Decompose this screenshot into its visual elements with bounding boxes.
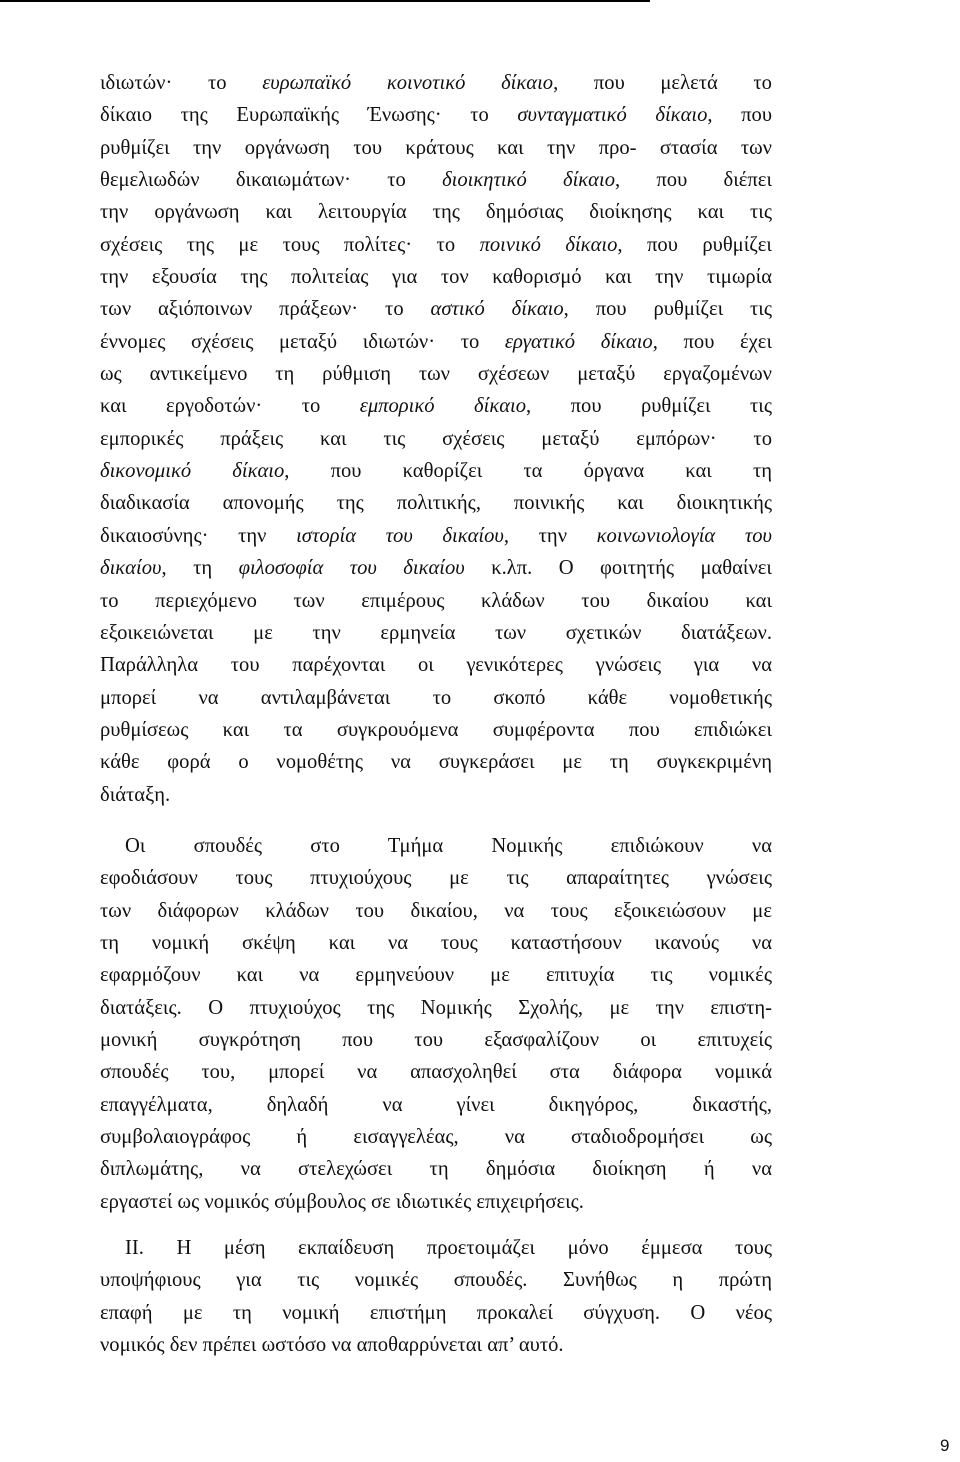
text-run: σχέσεις της με τους πολίτες· το	[100, 233, 480, 256]
text-run: δίκαιο της Ευρωπαϊκής Ένωσης· το	[100, 104, 518, 127]
text-run: και εργοδοτών· το	[100, 395, 360, 418]
paragraph-spacer	[100, 1218, 772, 1232]
text-line	[100, 714, 772, 746]
text-run: σπουδές του, μπορεί να απασχοληθεί στα διάφορα νομικά	[100, 1061, 772, 1084]
italic-term: ευρωπαϊκό κοινοτικό δίκαιο	[262, 72, 554, 94]
text-line	[100, 1264, 772, 1296]
paragraph-spacer	[100, 811, 772, 830]
text-line	[100, 1232, 772, 1264]
text-run: διπλωμάτης, να στελεχώσει τη δημόσια διοίκηση ή να	[100, 1158, 772, 1181]
text-run: επαφή με τη νομική επιστήμη προκαλεί σύγχυση. Ο νέος	[100, 1301, 772, 1324]
italic-term: εργατικό δίκαιο	[504, 330, 653, 353]
text-line	[100, 1024, 772, 1056]
text-line	[100, 229, 772, 261]
text-run: , που ρυθμίζει τις	[526, 395, 773, 418]
paragraph-law-branches	[100, 67, 772, 811]
text-line	[100, 552, 772, 584]
italic-term: αστικό δίκαιο	[430, 298, 564, 321]
text-run: διαδικασία απονομής της πολιτικής, ποινικής και διοικητικής	[100, 492, 772, 515]
text-line	[100, 487, 772, 519]
text-run: , που ρυθμίζει	[617, 233, 772, 256]
text-run: των αξιόποινων πράξεων· το	[100, 298, 431, 321]
italic-term: δικονομικό δίκαιο	[100, 460, 285, 483]
italic-term: ιστορία του δικαίου	[296, 524, 504, 547]
text-line	[100, 1121, 772, 1153]
text-line	[100, 164, 772, 196]
text-line	[100, 1329, 772, 1361]
text-line	[100, 959, 772, 991]
text-run: , που μελετά το	[553, 72, 772, 94]
text-run: , που	[707, 104, 773, 127]
text-run: ρυθμίζει την οργάνωση του κράτους και την προ- στασία των	[100, 136, 772, 159]
text-line	[100, 1186, 772, 1218]
text-line	[100, 326, 772, 358]
text-run: , τη	[161, 557, 239, 580]
text-line	[100, 261, 772, 293]
text-line	[100, 992, 772, 1024]
text-run: ΙΙ. Η μέση εκπαίδευση προετοιμάζει μόνο έμμεσα τους	[125, 1237, 772, 1260]
paragraph-secondary-education	[100, 1232, 772, 1361]
text-run: επαγγέλματα, δηλαδή να γίνει δικηγόρος, δικαστής,	[100, 1093, 772, 1116]
text-run: εφοδιάσουν τους πτυχιούχους με τις απαραίτητες γνώσεις	[100, 867, 772, 890]
text-run: θεμελιωδών δικαιωμάτων· το	[100, 169, 443, 192]
text-line	[100, 585, 772, 617]
italic-term: φιλοσοφία του δικαίου	[238, 557, 465, 580]
text-line	[100, 358, 772, 390]
text-line	[100, 1056, 772, 1088]
text-run: την εξουσία της πολιτείας για τον καθορισμό και την τιμωρία	[100, 266, 772, 289]
text-run: , που καθορίζει τα όργανα και τη	[284, 460, 773, 483]
text-run: εργαστεί ως νομικός σύμβουλος σε ιδιωτικές επιχειρήσεις.	[100, 1190, 584, 1213]
text-run: των διάφορων κλάδων του δικαίου, να τους εξοικειώσουν με	[100, 899, 772, 922]
text-run: συμβολαιογράφος ή εισαγγελέας, να σταδιοδρομήσει ως	[100, 1126, 772, 1148]
text-run: την οργάνωση και λειτουργία της δημόσιας διοίκησης και τις	[100, 201, 772, 224]
text-run: έννομες σχέσεις μεταξύ ιδιωτών· το	[100, 330, 505, 353]
text-run: κάθε φορά ο νομοθέτης να συγκεράσει με τη συγκεκριμένη	[100, 751, 772, 774]
text-run: εμπορικές πράξεις και τις σχέσεις μεταξύ εμπόρων· το	[100, 427, 772, 450]
text-run: νομικός δεν πρέπει ωστόσο να αποθαρρύνεται απ’ αυτό.	[100, 1334, 564, 1357]
document-body	[100, 67, 772, 1361]
text-run: Παράλληλα του παρέχονται οι γενικότερες γνώσεις για να	[100, 654, 772, 677]
text-run: , την	[503, 524, 597, 547]
text-run: τη νομική σκέψη και να τους καταστήσουν ικανούς να	[100, 931, 772, 954]
italic-term: κοινωνιολογία του	[596, 524, 772, 547]
text-line	[100, 649, 772, 681]
text-line	[100, 520, 772, 552]
text-run: μπορεί να αντιλαμβάνεται το σκοπό κάθε νομοθετικής	[100, 686, 772, 709]
text-line	[100, 390, 772, 422]
text-run: , που διέπει	[615, 169, 772, 192]
text-line	[100, 132, 772, 164]
page-number: 9	[940, 1436, 950, 1455]
text-line	[100, 99, 772, 131]
text-line	[100, 423, 772, 455]
text-run: ιδιωτών· το	[100, 72, 263, 94]
text-run: μονική συγκρότηση που του εξασφαλίζουν οι επιτυχείς	[100, 1028, 772, 1051]
italic-term: συνταγματικό δίκαιο	[517, 104, 708, 127]
text-run: ως αντικείμενο τη ρύθμιση των σχέσεων μεταξύ εργαζομένων	[100, 363, 772, 386]
italic-term: ποινικό δίκαιο	[479, 233, 618, 256]
italic-term: δικαίου	[100, 557, 162, 580]
text-run: διατάξεις. Ο πτυχιούχος της Νομικής Σχολής, με την επιστη-	[100, 996, 772, 1019]
text-line	[100, 779, 772, 811]
text-run: εφαρμόζουν και να ερμηνεύουν με επιτυχία τις νομικές	[100, 964, 772, 987]
text-line	[100, 895, 772, 927]
italic-term: εμπορικό δίκαιο	[359, 395, 527, 418]
text-line	[100, 927, 772, 959]
text-run: διάταξη.	[100, 783, 171, 806]
text-line	[100, 617, 772, 649]
text-run: ρυθμίσεως και τα συγκρουόμενα συμφέροντα που επιδιώκει	[100, 718, 772, 741]
text-line	[100, 830, 772, 862]
text-line	[100, 746, 772, 778]
text-line	[100, 455, 772, 487]
text-line	[100, 1089, 772, 1121]
text-line	[100, 682, 772, 714]
text-line	[100, 67, 772, 99]
header-rule	[0, 0, 650, 2]
text-run: δικαιοσύνης· την	[100, 524, 297, 547]
text-run: , που ρυθμίζει τις	[563, 298, 772, 321]
text-line	[100, 1297, 772, 1329]
text-run: υποψήφιους για τις νομικές σπουδές. Συνήθως η πρώτη	[100, 1269, 772, 1292]
text-run: το περιεχόμενο των επιμέρους κλάδων του δικαίου και	[100, 589, 772, 612]
italic-term: διοικητικό δίκαιο	[442, 169, 615, 192]
text-run: , που έχει	[652, 330, 772, 353]
text-line	[100, 196, 772, 228]
text-line	[100, 293, 772, 325]
text-line	[100, 862, 772, 894]
text-run: εξοικειώνεται με την ερμηνεία των σχετικών διατάξεων.	[100, 621, 772, 644]
text-line	[100, 1153, 772, 1185]
paragraph-law-studies	[100, 830, 772, 1218]
text-run: Οι σπουδές στο Τμήμα Νομικής επιδιώκουν να	[125, 834, 772, 857]
text-run: κ.λπ. Ο φοιτητής μαθαίνει	[464, 557, 772, 580]
